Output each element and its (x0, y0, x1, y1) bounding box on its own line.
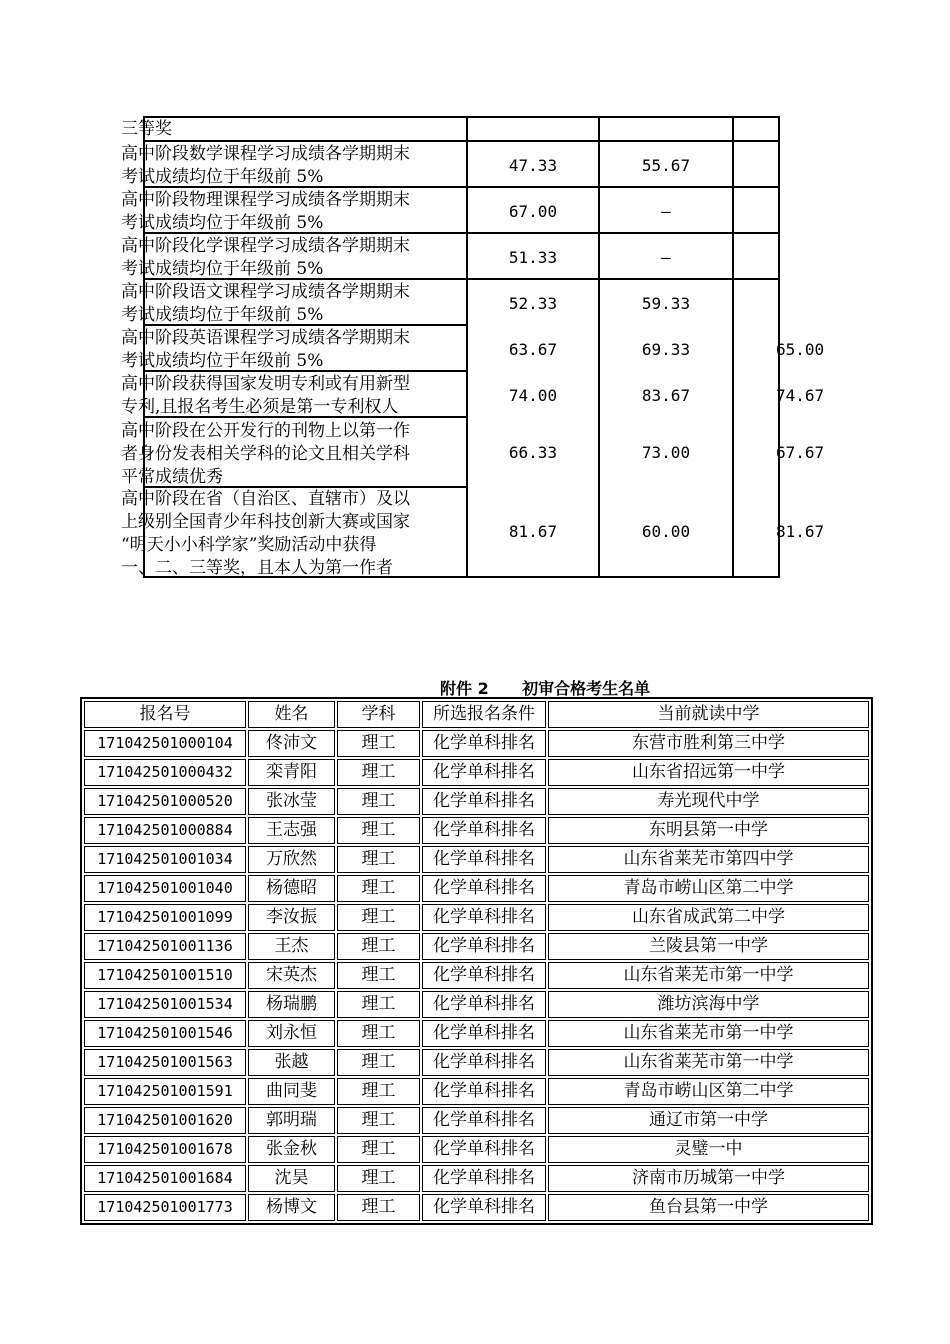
condition-cell: 化学单科排名 (422, 1078, 546, 1105)
subject-cell: 理工 (337, 933, 420, 960)
score-value: 83.67 (641, 386, 691, 405)
school-cell: 潍坊滨海中学 (548, 991, 869, 1018)
table-row (84, 817, 869, 844)
condition-cell: 高中阶段数学课程学习成绩各学期期末 考试成绩均位于年级前 5% (121, 144, 410, 187)
table-row (84, 991, 869, 1018)
condition-cell: 化学单科排名 (422, 846, 546, 873)
score-value: 51.33 (508, 248, 558, 267)
school-cell: 山东省莱芜市第一中学 (548, 1049, 869, 1076)
name-cell: 万欣然 (248, 846, 335, 873)
condition-cell: 化学单科排名 (422, 991, 546, 1018)
name-cell: 栾青阳 (248, 759, 335, 786)
name-cell: 杨德昭 (248, 875, 335, 902)
table-row (84, 904, 869, 931)
column-header: 报名号 (84, 701, 246, 728)
condition-cell: 化学单科排名 (422, 1136, 546, 1163)
score-table (0, 0, 950, 600)
table-row (84, 875, 869, 902)
condition-cell: 高中阶段获得国家发明专利或有用新型 专利,且报名考生必须是第一专利权人 (121, 374, 410, 417)
school-cell: 东营市胜利第三中学 (548, 730, 869, 757)
registration-number-cell: 171042501001620 (84, 1107, 246, 1134)
registration-number-cell: 171042501000432 (84, 759, 246, 786)
condition-cell: 高中阶段在公开发行的刊物上以第一作 者身份发表相关学科的论文且相关学科 平常成绩优秀 (121, 421, 410, 487)
name-cell: 郭明瑞 (248, 1107, 335, 1134)
name-cell: 张冰莹 (248, 788, 335, 815)
qualified-candidates-table (80, 697, 873, 1225)
registration-number-cell: 171042501001563 (84, 1049, 246, 1076)
name-cell: 王杰 (248, 933, 335, 960)
subject-cell: 理工 (337, 962, 420, 989)
registration-number-cell: 171042501001034 (84, 846, 246, 873)
registration-number-cell: 171042501000520 (84, 788, 246, 815)
condition-cell: 高中阶段物理课程学习成绩各学期期末 考试成绩均位于年级前 5% (121, 190, 410, 233)
column-header: 姓名 (248, 701, 335, 728)
score-value: 66.33 (508, 443, 558, 462)
subject-cell: 理工 (337, 1136, 420, 1163)
registration-number-cell: 171042501001546 (84, 1020, 246, 1047)
condition-cell: 化学单科排名 (422, 788, 546, 815)
table-row (84, 1107, 869, 1134)
list-title: 附件 2 初审合格考生名单 (440, 679, 651, 698)
name-cell: 张金秋 (248, 1136, 335, 1163)
name-cell: 李汝振 (248, 904, 335, 931)
table-row (84, 846, 869, 873)
registration-number-cell: 171042501001510 (84, 962, 246, 989)
name-cell: 宋英杰 (248, 962, 335, 989)
school-cell: 灵璧一中 (548, 1136, 869, 1163)
column-header: 学科 (337, 701, 420, 728)
name-cell: 曲同斐 (248, 1078, 335, 1105)
condition-cell: 化学单科排名 (422, 1107, 546, 1134)
condition-cell: 化学单科排名 (422, 1049, 546, 1076)
table-row (84, 1165, 869, 1192)
subject-cell: 理工 (337, 1020, 420, 1047)
school-cell: 青岛市崂山区第二中学 (548, 1078, 869, 1105)
subject-cell: 理工 (337, 846, 420, 873)
name-cell: 张越 (248, 1049, 335, 1076)
school-cell: 山东省莱芜市第一中学 (548, 962, 869, 989)
school-cell: 通辽市第一中学 (548, 1107, 869, 1134)
table-row (84, 1020, 869, 1047)
subject-cell: 理工 (337, 1078, 420, 1105)
condition-cell: 高中阶段化学课程学习成绩各学期期末 考试成绩均位于年级前 5% (121, 236, 410, 279)
score-value: — (661, 248, 671, 267)
name-cell: 刘永恒 (248, 1020, 335, 1047)
table-row (84, 730, 869, 757)
condition-cell: 高中阶段英语课程学习成绩各学期期末 考试成绩均位于年级前 5% (121, 328, 410, 371)
school-cell: 山东省招远第一中学 (548, 759, 869, 786)
score-value: 60.00 (641, 522, 691, 541)
registration-number-cell: 171042501000104 (84, 730, 246, 757)
subject-cell: 理工 (337, 759, 420, 786)
subject-cell: 理工 (337, 817, 420, 844)
score-value: 81.67 (776, 522, 825, 541)
score-value: 74.67 (776, 386, 825, 405)
table-row (84, 1136, 869, 1163)
score-value: 74.00 (508, 386, 558, 405)
name-cell: 杨博文 (248, 1194, 335, 1221)
score-value: 63.67 (508, 340, 558, 359)
condition-cell: 化学单科排名 (422, 1165, 546, 1192)
registration-number-cell: 171042501001534 (84, 991, 246, 1018)
score-value: 67.00 (508, 202, 558, 221)
subject-cell: 理工 (337, 875, 420, 902)
table-row (84, 962, 869, 989)
table-row (84, 1194, 869, 1221)
registration-number-cell: 171042501001136 (84, 933, 246, 960)
condition-cell: 化学单科排名 (422, 904, 546, 931)
condition-cell: 化学单科排名 (422, 759, 546, 786)
score-value: 69.33 (641, 340, 691, 359)
registration-number-cell: 171042501001040 (84, 875, 246, 902)
table-row (84, 759, 869, 786)
table-row (84, 1049, 869, 1076)
school-cell: 寿光现代中学 (548, 788, 869, 815)
school-cell: 东明县第一中学 (548, 817, 869, 844)
school-cell: 兰陵县第一中学 (548, 933, 869, 960)
column-header: 所选报名条件 (422, 701, 546, 728)
condition-cell: 化学单科排名 (422, 730, 546, 757)
condition-cell: 化学单科排名 (422, 817, 546, 844)
registration-number-cell: 171042501000884 (84, 817, 246, 844)
score-value: 47.33 (508, 156, 558, 175)
table-row (84, 1078, 869, 1105)
condition-cell: 高中阶段语文课程学习成绩各学期期末 考试成绩均位于年级前 5% (121, 282, 410, 325)
registration-number-cell: 171042501001099 (84, 904, 246, 931)
school-cell: 鱼台县第一中学 (548, 1194, 869, 1221)
school-cell: 山东省成武第二中学 (548, 904, 869, 931)
table-header-row (84, 701, 869, 728)
subject-cell: 理工 (337, 730, 420, 757)
score-value: 65.00 (776, 340, 825, 359)
name-cell: 沈昊 (248, 1165, 335, 1192)
condition-cell: 化学单科排名 (422, 1020, 546, 1047)
score-value: 81.67 (508, 522, 558, 541)
score-value: 52.33 (508, 294, 558, 313)
condition-cell: 高中阶段在省（自治区、直辖市）及以 上级别全国青少年科技创新大赛或国家 “明天小小科学家”奖励活动中获得 一、二、三等奖，且本人为第一作者 (121, 489, 410, 578)
registration-number-cell: 171042501001678 (84, 1136, 246, 1163)
condition-cell: 化学单科排名 (422, 962, 546, 989)
school-cell: 山东省莱芜市第四中学 (548, 846, 869, 873)
school-cell: 济南市历城第一中学 (548, 1165, 869, 1192)
name-cell: 王志强 (248, 817, 335, 844)
subject-cell: 理工 (337, 904, 420, 931)
registration-number-cell: 171042501001684 (84, 1165, 246, 1192)
condition-cell: 化学单科排名 (422, 933, 546, 960)
subject-cell: 理工 (337, 1165, 420, 1192)
table-row (84, 788, 869, 815)
score-value: 55.67 (641, 156, 691, 175)
subject-cell: 理工 (337, 1194, 420, 1221)
score-value: — (661, 202, 671, 221)
subject-cell: 理工 (337, 1107, 420, 1134)
school-cell: 青岛市崂山区第二中学 (548, 875, 869, 902)
condition-cell: 三等奖 (121, 119, 172, 139)
subject-cell: 理工 (337, 991, 420, 1018)
school-cell: 山东省莱芜市第一中学 (548, 1020, 869, 1047)
name-cell: 佟沛文 (248, 730, 335, 757)
column-header: 当前就读中学 (548, 701, 869, 728)
score-value: 59.33 (641, 294, 691, 313)
registration-number-cell: 171042501001591 (84, 1078, 246, 1105)
condition-cell: 化学单科排名 (422, 1194, 546, 1221)
table-row (84, 933, 869, 960)
subject-cell: 理工 (337, 788, 420, 815)
registration-number-cell: 171042501001773 (84, 1194, 246, 1221)
subject-cell: 理工 (337, 1049, 420, 1076)
name-cell: 杨瑞鹏 (248, 991, 335, 1018)
score-value: 73.00 (641, 443, 691, 462)
score-value: 67.67 (776, 443, 825, 462)
condition-cell: 化学单科排名 (422, 875, 546, 902)
